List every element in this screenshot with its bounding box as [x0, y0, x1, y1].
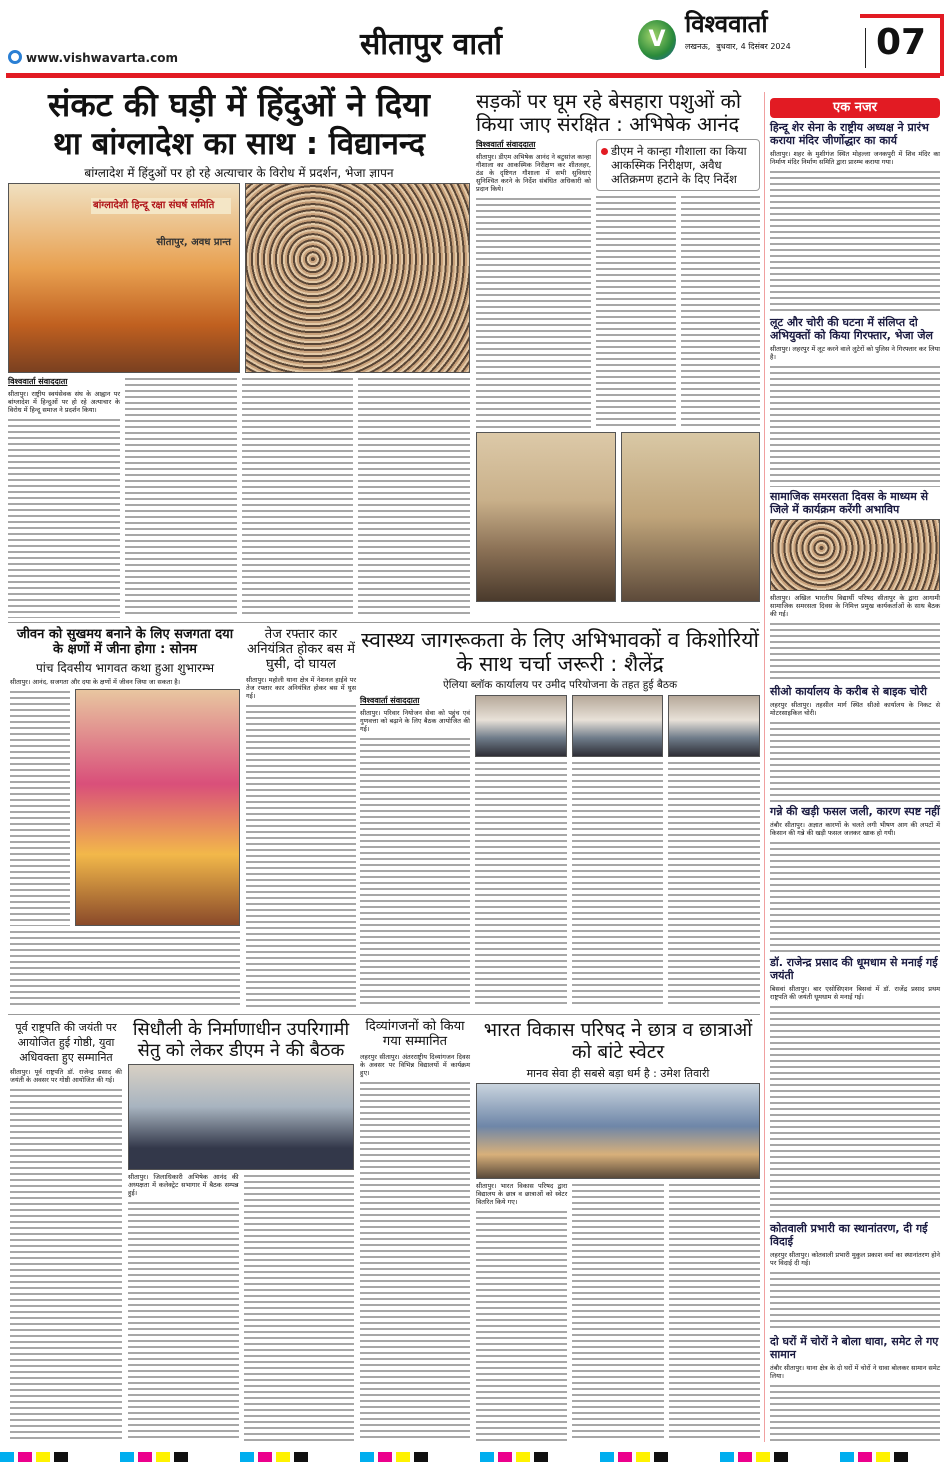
bharat-vikas-body: [476, 1182, 760, 1442]
bhagwat-story: [10, 628, 240, 1008]
health-photos: [475, 695, 760, 757]
dateline: [685, 41, 855, 52]
divyang-body: [360, 1080, 470, 1442]
brief-headline: सामाजिक समरसता दिवस के माध्यम से जिले में कार्यक्रम करेंगी अभाविप: [770, 489, 929, 516]
accident-intro: सीतापुर। महोली थाना क्षेत्र में नेशनल हाईवे पर तेज रफ्तार कार अनियंत्रित होकर बस में घुस गई।: [246, 675, 356, 700]
section-rule: [8, 1014, 760, 1015]
divyang-intro: लहरपुर सीतापुर। अंतरराष्ट्रीय दिव्यांगजन दिवस के अवसर पर विभिन्न विद्यालयों में कार्यक्रम हुए।: [360, 1052, 470, 1077]
sidhauli-story: [128, 1020, 354, 1442]
sidhauli-headline: सिधौली के निर्माणाधीन उपरिगामी सेतु को लेकर डीएम ने की बैठक: [132, 1019, 350, 1061]
health-body-cols: [475, 760, 760, 1008]
divyang-headline: दिव्यांगजनों को किया गया सम्मानित: [365, 1019, 465, 1049]
brief-headline: सीओ कार्यालय के करीब से बाइक चोरी: [770, 685, 928, 698]
bharat-vikas-intro: सीतापुर। भारत विकास परिषद द्वारा विद्यालय के छात्र व छात्राओं को स्वेटर वितरित किये गए।: [476, 1181, 568, 1206]
accident-story: [246, 628, 356, 1008]
lead-story: [8, 86, 470, 618]
brief-headline: दो घरों में चोरों ने बोला धावा, समेट ले गए सामान: [770, 1334, 939, 1361]
health-photo-1: [475, 695, 567, 757]
health-subhead: ऐलिया ब्लॉक कार्यालय पर उमीद परियोजना के तहत हुई बैठक: [442, 679, 678, 692]
divider: [865, 28, 866, 68]
brief-intro: सीतापुर। अखिल भारतीय विद्यार्थी परिषद सीतापुर के द्वारा आगामी सामाजिक समरसता दिवस के निमित्त प्रमुख कार्यकर्ताओं के साथ बैठक की गई।: [770, 593, 940, 618]
bhagwat-photo: [75, 689, 240, 926]
sidhauli-body-lines: [128, 1200, 239, 1442]
health-body-col-3: [572, 760, 664, 1008]
photo-banner-text: बांग्लादेशी हिन्दू रक्षा संघर्ष समिति: [91, 198, 231, 214]
brief-headline: लूट और चोरी की घटना में संलिप्त दो अभियुक्तों को किया गिरफ्तार, भेजा जेल: [770, 315, 933, 342]
brief-body: [770, 1004, 940, 1219]
bhagwat-headline: जीवन को सुखमय बनाने के लिए सजगता दया के क्षणों में जीना होगा : सोनम: [16, 627, 234, 657]
lead-byline: विश्ववार्ता संवाददाता: [8, 376, 68, 386]
gaushala-body-col-2: [596, 194, 676, 429]
lead-body-lines: [8, 417, 120, 618]
accident-headline: तेज रफ्तार कार अनियंत्रित होकर बस में घुसी, दो घायल: [247, 627, 355, 672]
bhagwat-body: [10, 689, 70, 926]
bharat-vikas-body-col-1: [476, 1182, 567, 1442]
bharat-vikas-story: [476, 1020, 760, 1442]
brief-headline: गन्ने की खड़ी फसल जली, कारण स्पष्ट नहीं: [770, 805, 940, 818]
sidhauli-body: [128, 1173, 354, 1442]
section-rule: [8, 622, 760, 623]
lead-subhead: बांग्लादेश में हिंदुओं पर हो रहे अत्याचार के विरोध में प्रदर्शन, भेजा ज्ञापन: [84, 165, 394, 180]
bhagwat-body-2: [10, 929, 240, 1008]
divyang-story: [360, 1020, 470, 1442]
brief-photo: [770, 519, 940, 591]
brief-headline: कोतवाली प्रभारी का स्थानांतरण, दी गई विदाई: [770, 1222, 928, 1248]
gaushala-callout-box: [596, 139, 760, 191]
bharat-vikas-headline: भारत विकास परिषद ने छात्र व छात्राओं को बांटे स्वेटर: [483, 1019, 753, 1063]
gaushala-story: [476, 90, 760, 602]
gaushala-byline: विश्ववार्ता संवाददाता: [476, 140, 536, 149]
sidhauli-body-col-2: [244, 1173, 355, 1442]
jayanti-intro: सीतापुर। पूर्व राष्ट्रपति डॉ. राजेन्द्र प्रसाद की जयंती के अवसर पर गोष्ठी आयोजित की गई।: [10, 1068, 122, 1084]
lead-body: [8, 376, 470, 618]
bharat-vikas-body-lines: [476, 1209, 567, 1442]
health-body-col-4: [668, 760, 760, 1008]
bhagwat-intro: सीतापुर। आनंद, सजगता और दया के क्षणों में जीवन जिया जा सकता है।: [10, 678, 181, 687]
brief-body: [770, 621, 940, 683]
gaushala-intro: सीतापुर। डीएम अभिषेक आनंद ने बटुसांज कान्हा गौशाला का आकस्मिक निरीक्षण कर शीतलहर, ठंड के दृष्टिगत गौशाला में सभी सुविधाएं सुनिश्चित करने के निर्देश संबंधित अधिकारी को प्रदान किये।: [476, 153, 591, 193]
brief-intro: तंबौर सीतापुर। अज्ञात कारणों के चलते लगी भीषण आग की लपटों में किसान की गन्ने की खड़ी फसल जलकर खाक हो गयी।: [770, 821, 940, 837]
brief-body: [770, 169, 940, 313]
lead-body-col-1: [8, 376, 120, 618]
gaushala-body-col-1: [476, 139, 591, 429]
gaushala-photo-1: [476, 432, 616, 602]
accident-body: [246, 703, 356, 1008]
bharat-vikas-photo: [476, 1083, 760, 1179]
header-rule: [6, 73, 940, 78]
ek-nazar-column: [770, 98, 940, 1444]
lead-headline-1: संकट की घड़ी में हिंदुओं ने दिया: [48, 85, 430, 124]
photo-banner-text-2: सीतापुर, अवध प्रान्त: [156, 236, 231, 248]
health-body-col-1: [360, 695, 470, 1008]
health-body-right: [475, 695, 760, 1008]
bharat-vikas-subhead: मानव सेवा ही सबसे बड़ा धर्म है : उमेश तिवारी: [526, 1066, 710, 1080]
health-byline: विश्ववार्ता संवाददाता: [360, 695, 420, 705]
sidhauli-intro: सीतापुर। जिलाधिकारी अभिषेक आनंद की अध्यक्षता में कलेक्ट्रेट सभागार में बैठक सम्पन्न हुई।: [128, 1173, 239, 1198]
masthead: [0, 0, 945, 80]
color-registration-strip: [0, 1452, 945, 1462]
gaushala-body-right: [596, 139, 760, 429]
health-intro: सीतापुर। परिवार नियोजन सेवा को पहुंच एवं गुणवत्ता को बढ़ाने के लिए बैठक आयोजित की गई।: [360, 708, 470, 733]
brief-body: [770, 840, 940, 953]
brief-intro: तंबौर सीतापुर। थाना क्षेत्र के दो घरों में चोरों ने धावा बोलकर सामान समेट लिया।: [770, 1363, 940, 1380]
section-title: सीतापुर वार्ता: [360, 27, 502, 62]
ie-icon: [8, 50, 22, 64]
lead-body-col-3: [242, 376, 354, 618]
website-url[interactable]: www.vishwavarta.com: [26, 51, 178, 65]
bharat-vikas-body-col-2: [572, 1182, 663, 1442]
gaushala-body: [476, 139, 760, 429]
brief-body: [770, 1270, 940, 1332]
brief-intro: लहरपुर सीतापुर। कोतवाली प्रभारी मुकुल प्रकाश वर्मा का स्थानांतरण होने पर विदाई दी गई।: [770, 1251, 940, 1267]
jayanti-story: [10, 1020, 122, 1442]
health-photo-2: [572, 695, 664, 757]
ek-nazar-header: एक नजर: [770, 98, 940, 118]
gaushala-headline: सड़कों पर घूम रहे बेसहारा पशुओं को किया जाए संरक्षित : अभिषेक आनंद: [476, 89, 742, 136]
jayanti-body: [10, 1087, 122, 1442]
page-number: 07: [876, 22, 927, 63]
brief-intro: सीतापुर। लहरपुर में लूट करने वाले लुटेरों को पुलिस ने गिरफ्तार कर लिया है।: [770, 344, 940, 361]
brief-intro: सीतापुर। शहर के मुशीगंज स्थित मोहल्ला जनकपुरी में शिव मंदिर का निर्माण मंदिर निर्माण समिति द्वारा प्रारम्भ कराया गया।: [770, 150, 940, 166]
brief-intro: लहरपुर सीतापुर। तहसील मार्ग स्थित सीओ कार्यालय के निकट से मोटरसाइकिल चोरी।: [770, 701, 940, 717]
lead-intro: सीतापुर। राष्ट्रीय स्वयंसेवक संघ के आह्वान पर बांग्लादेश में हिन्दुओं पर हो रहे अत्याचार के विरोध में हिन्दू समाज ने प्रदर्शन किया।: [8, 389, 120, 414]
gaushala-body-lines: [476, 196, 591, 429]
jayanti-headline: पूर्व राष्ट्रपति की जयंती पर आयोजित हुई गोष्ठी, युवा अधिवक्ता हुए सम्मानित: [15, 1021, 117, 1064]
health-body-lines: [360, 736, 470, 1008]
lead-photo-speaker: [8, 183, 240, 373]
health-photo-3: [668, 695, 760, 757]
city: लखनऊ,: [685, 41, 711, 51]
lead-body-col-4: [358, 376, 470, 618]
brand-name: विश्ववार्ता: [685, 10, 768, 38]
brief-headline: हिन्दू शेर सेना के राष्ट्रीय अध्यक्ष ने प्रारंभ कराया मंदिर जीर्णोद्धार का कार्य: [770, 121, 929, 147]
globe-logo-icon: V: [638, 20, 676, 60]
date: बुधवार, 4 दिसंबर 2024: [716, 41, 791, 51]
brief-body: [770, 364, 940, 487]
gaushala-callout: डीएम ने कान्हा गौशाला का किया आकस्मिक निरीक्षण, अवैध अतिक्रमण हटाने के दिए निर्देश: [611, 144, 747, 186]
lead-photo-crowd: [245, 183, 470, 373]
brief-intro: बिसवां सीतापुर। बार एसोसिएशन बिसवां में डॉ. राजेंद्र प्रसाद प्रथम राष्ट्रपति की जयंती धूमधाम से मनाई गई।: [770, 984, 940, 1001]
bhagwat-photo-row: [10, 689, 240, 926]
brief-body: [770, 720, 940, 802]
red-bullet-icon: [601, 148, 608, 155]
health-body: [360, 695, 760, 1008]
gaushala-photo-2: [621, 432, 761, 602]
lead-body-col-2: [125, 376, 237, 618]
sidhauli-photo: [128, 1064, 354, 1170]
brief-body: [770, 1383, 940, 1445]
brand-block: [685, 10, 855, 52]
bhagwat-subhead: पांच दिवसीय भागवत कथा हुआ शुभारम्भ: [35, 660, 215, 675]
gaushala-body-cols: [596, 194, 760, 429]
lead-photos: [8, 183, 470, 373]
health-body-col-2: [475, 760, 567, 1008]
sidhauli-body-col-1: [128, 1173, 239, 1442]
brief-headline: डॉ. राजेन्द्र प्रसाद की धूमधाम से मनाई गई जयंती: [770, 955, 938, 982]
gaushala-photos: [476, 432, 760, 602]
lead-headline-2: था बांग्लादेश का साथ : विद्यानन्द: [53, 125, 425, 162]
health-headline: स्वास्थ्य जागरूकता के लिए अभिभावकों व किशोरियों के साथ चर्चा जरूरी : शैलेंद्र: [361, 628, 759, 677]
health-story: [360, 628, 760, 1008]
column-divider: [764, 92, 765, 1442]
gaushala-body-col-3: [681, 194, 761, 429]
bharat-vikas-body-col-3: [669, 1182, 760, 1442]
